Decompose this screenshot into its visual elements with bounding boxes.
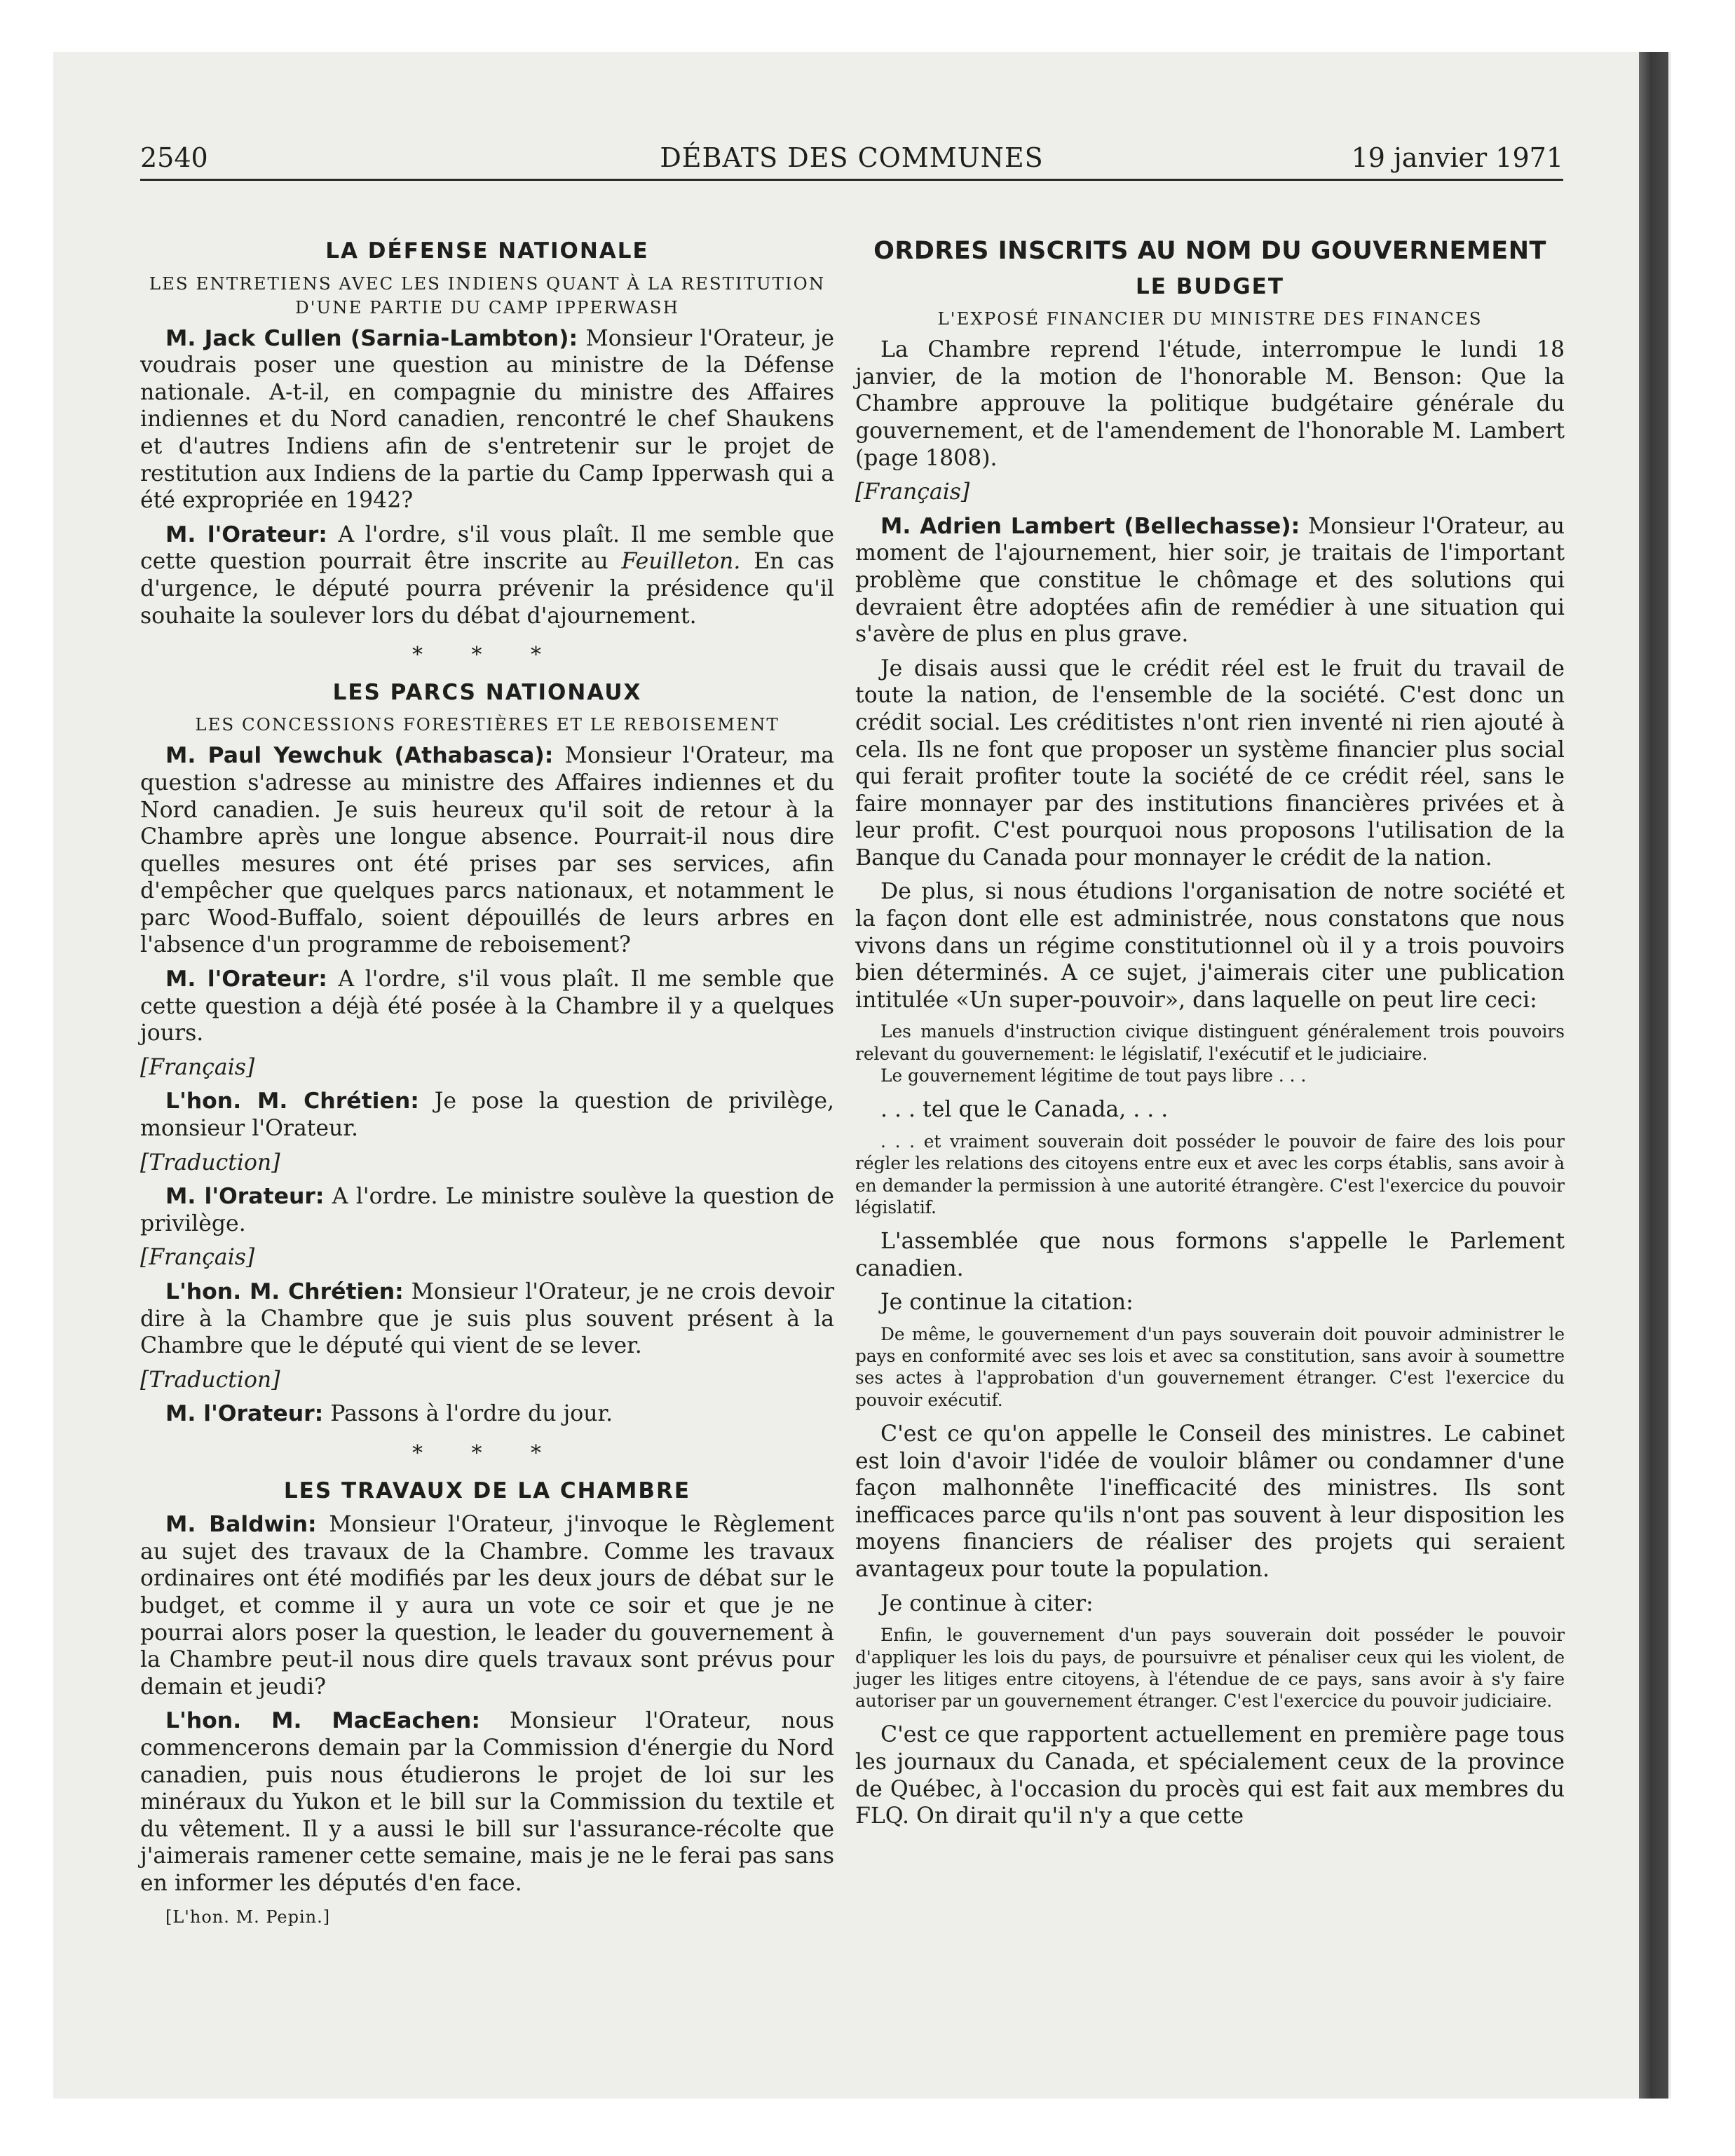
speaker: M. Adrien Lambert (Bellechasse): bbox=[880, 513, 1300, 539]
section-title-defense: LA DÉFENSE NATIONALE bbox=[325, 238, 649, 264]
speaker: L'hon. M. Chrétien: bbox=[165, 1279, 404, 1304]
speaker-note: [L'hon. M. Pepin.] bbox=[165, 1907, 331, 1928]
block-quote bbox=[855, 1624, 1565, 1712]
block-quote bbox=[855, 1323, 1565, 1411]
section-separator: * * * bbox=[411, 1440, 563, 1466]
section-title-budget: LE BUDGET bbox=[1135, 273, 1285, 299]
speaker: M. Paul Yewchuk (Athabasca): bbox=[165, 743, 554, 769]
speaker: L'hon. M. MacEachen: bbox=[165, 1708, 480, 1734]
speech-text: Passons à l'ordre du jour. bbox=[323, 1401, 613, 1427]
quote-line: . . . et vraiment souverain doit posséder le pouvoir de faire des lois pour régler les relations des citoyens entre eux et avec les corps établis, sans avoir à en demander la permission à une autorité étrangère. C'est l'exercice du pouvoir législatif. bbox=[855, 1131, 1565, 1217]
quote-line: Le gouvernement légitime de tout pays libre . . . bbox=[880, 1065, 1307, 1086]
speaker: L'hon. M. Chrétien: bbox=[165, 1089, 419, 1114]
paragraph bbox=[140, 1183, 834, 1237]
paragraph: De plus, si nous étudions l'organisation de notre société et la façon dont elle est administrée, nous constatons que nous vivons dans un régime constitutionnel où il y a trois pouvoirs bien déterminés. A ce sujet, j'aimerais citer une publication intitulée «Un super-pouvoir», dans laquelle on peut lire ceci: bbox=[855, 879, 1565, 1013]
block-quote bbox=[855, 1131, 1565, 1218]
language-marker: [Traduction] bbox=[140, 1149, 280, 1175]
speech-text: En cas d'urgence, le député pourra prévenir la présidence qu'il souhaite la soulever lors du débat d'ajournement. bbox=[140, 549, 834, 629]
speech-text: A l'ordre, s'il vous plaît. Il me semble que cette question a déjà été posée à la Chambre il y a quelques jours. bbox=[140, 967, 834, 1046]
section-subtitle-budget: L'EXPOSÉ FINANCIER DU MINISTRE DES FINANCES bbox=[937, 308, 1483, 329]
paragraph bbox=[140, 1278, 834, 1360]
paragraph bbox=[140, 1400, 834, 1428]
paragraph: C'est ce que rapportent actuellement en première page tous les journaux du Canada, et spécialement ceux de la province de Québec, à l'occasion du procès qui est fait aux membres du FLQ. On dirait qu'il n'y a que cette bbox=[855, 1722, 1565, 1829]
paragraph: . . . tel que le Canada, . . . bbox=[880, 1097, 1169, 1123]
left-column bbox=[140, 235, 834, 1931]
page-number: 2540 bbox=[140, 142, 208, 173]
block-quote bbox=[855, 1021, 1565, 1086]
paragraph: Je continue la citation: bbox=[880, 1290, 1134, 1316]
speech-text: Monsieur l'Orateur, ma question s'adresse au ministre des Affaires indiennes et du Nord canadien. Je suis heureux qu'il soit de retour à la Chambre après une longue absence. Pourrait-il nous dire quelles mesures ont été prises par ses services, afin d'empêcher que quelques parcs nationaux, et notamment le parc Wood-Buffalo, soient dépouillés de leurs arbres en l'absence d'un programme de reboisement? bbox=[140, 743, 835, 958]
speech-text: Monsieur l'Orateur, je voudrais poser une question au ministre de la Défense nationale. A-t-il, en compagnie du ministre des Affaires indiennes et du Nord canadien, rencontré le chef Shaukens et d'autres Indiens afin de s'entretenir sur le projet de restitution aux Indiens de la partie du Camp Ipperwash qui a été expropriée en 1942? bbox=[140, 325, 834, 514]
language-marker: [Français] bbox=[855, 479, 970, 505]
speech-text: Monsieur l'Orateur, j'invoque le Règlement au sujet des travaux de la Chambre. Comme les travaux ordinaires ont été modifiés par les deux jours de débat sur le budget, et comme il y aura un vote ce soir et que je ne pourrai alors poser la question, le leader du gouvernement à la Chambre peut-il nous dire quels travaux sont prévus pour demain et jeudi? bbox=[140, 1512, 834, 1700]
language-marker: [Français] bbox=[140, 1054, 255, 1080]
paragraph: C'est ce qu'on appelle le Conseil des ministres. Le cabinet est loin d'avoir l'idée de vouloir blâmer ou condamner d'une façon malhonnête l'inefficacité des ministres. Ils sont inefficaces parce qu'ils n'ont pas souvent à leur disposition les moyens financiers de réaliser des projets qui seraient avantageux pour toute la population. bbox=[855, 1421, 1565, 1583]
section-title-house-business: LES TRAVAUX DE LA CHAMBRE bbox=[283, 1478, 691, 1503]
paragraph: La Chambre reprend l'étude, interrompue le lundi 18 janvier, de la motion de l'honorable M. Benson: Que la Chambre approuve la politique budgétaire générale du gouvernement, et de l'amendement de l'honorable M. Lambert (page 1808). bbox=[855, 337, 1565, 471]
speaker: M. Baldwin: bbox=[165, 1512, 317, 1538]
section-separator: * * * bbox=[411, 643, 563, 668]
paragraph: L'assemblée que nous formons s'appelle le Parlement canadien. bbox=[855, 1229, 1565, 1281]
quote-line: Les manuels d'instruction civique distinguent généralement trois pouvoirs relevant du gouvernement: le législatif, l'exécutif et le judiciaire. bbox=[855, 1021, 1565, 1064]
paragraph bbox=[140, 1707, 834, 1897]
paragraph bbox=[855, 513, 1565, 648]
publication-title: DÉBATS DES COMMUNES bbox=[660, 142, 1044, 173]
italic-text: Feuilleton. bbox=[621, 549, 741, 575]
right-column bbox=[855, 235, 1565, 1837]
paragraph bbox=[140, 1088, 834, 1142]
speech-text: Je pose la question de privilège, monsieur l'Orateur. bbox=[140, 1089, 834, 1142]
section-subtitle-defense: LES ENTRETIENS AVEC LES INDIENS QUANT À LA RESTITUTION D'UNE PARTIE DU CAMP IPPERWASH bbox=[149, 273, 826, 318]
paragraph: Je disais aussi que le crédit réel est le fruit du travail de toute la nation, de l'ensemble de la société. C'est donc un crédit social. Les créditistes n'ont rien inventé ni rien ajouté à cela. Ils ne font que proposer un système financier plus social qui ferait profiter toute la société de ce crédit réel, sans le faire monnayer par des institutions financières privées et à leur profit. C'est pourquoi nous proposons l'utilisation de la Banque du Canada pour monnayer le crédit de la nation. bbox=[855, 655, 1565, 871]
speech-text: Monsieur l'Orateur, nous commencerons demain par la Commission d'énergie du Nord canadien, puis nous étudierons le projet de loi sur les minéraux du Yukon et le bill sur la Commission du textile et du vêtement. Il y a aussi le bill sur l'assurance-récolte que j'aimerais ramener cette semaine, mais je ne le ferai pas sans en informer les députés d'en face. bbox=[140, 1708, 835, 1896]
speech-text: A l'ordre. Le ministre soulève la question de privilège. bbox=[140, 1184, 834, 1236]
speech-text: Monsieur l'Orateur, au moment de l'ajournement, hier soir, je traitais de l'important problème que constitue le chômage et des solutions qui devraient être adoptées afin de remédier à une situation qui s'avère de plus en plus grave. bbox=[855, 513, 1565, 648]
speech-text: A l'ordre, s'il vous plaît. Il me semble que cette question pourrait être inscrite au bbox=[140, 521, 834, 575]
speech-text: Monsieur l'Orateur, je ne crois devoir dire à la Chambre que je suis plus souvent présent à la Chambre que le député qui vient de se lever. bbox=[140, 1279, 835, 1359]
quote-line: De même, le gouvernement d'un pays souverain doit pouvoir administrer le pays en conformité avec ses lois et avec sa constitution, sans avoir à soumettre ses actes à l'approbation d'un gouvernement étranger. C'est l'exercice du pouvoir exécutif. bbox=[855, 1323, 1565, 1410]
language-marker: [Français] bbox=[140, 1245, 255, 1271]
speaker: M. l'Orateur: bbox=[165, 1401, 324, 1427]
speaker: M. l'Orateur: bbox=[165, 967, 327, 992]
speaker: M. Jack Cullen (Sarnia-Lambton): bbox=[165, 325, 578, 351]
paragraph bbox=[140, 521, 834, 629]
paragraph bbox=[140, 325, 834, 514]
speaker: M. l'Orateur: bbox=[165, 1184, 325, 1210]
main-title-orders: ORDRES INSCRITS AU NOM DU GOUVERNEMENT bbox=[873, 237, 1546, 265]
quote-line: Enfin, le gouvernement d'un pays souverain doit posséder le pouvoir d'appliquer les lois du pays, de poursuivre et pénaliser ceux qui les violent, de juger les litiges entre citoyens, à l'étendue de ce pays, sans avoir à s'y faire autoriser par un gouvernement étranger. C'est l'exercice du pouvoir judiciaire. bbox=[855, 1625, 1565, 1712]
paragraph bbox=[140, 1511, 834, 1700]
speaker: M. l'Orateur: bbox=[165, 521, 327, 547]
language-marker: [Traduction] bbox=[140, 1367, 280, 1393]
page-edge-shadow bbox=[1639, 52, 1668, 2099]
paragraph bbox=[140, 742, 834, 959]
paragraph: Je continue à citer: bbox=[880, 1590, 1094, 1616]
section-subtitle-parks: LES CONCESSIONS FORESTIÈRES ET LE REBOISEMENT bbox=[195, 714, 780, 735]
publication-date: 19 janvier 1971 bbox=[1351, 142, 1563, 173]
page-header bbox=[140, 142, 1563, 181]
section-title-parks: LES PARCS NATIONAUX bbox=[332, 679, 642, 705]
paragraph bbox=[140, 966, 834, 1047]
